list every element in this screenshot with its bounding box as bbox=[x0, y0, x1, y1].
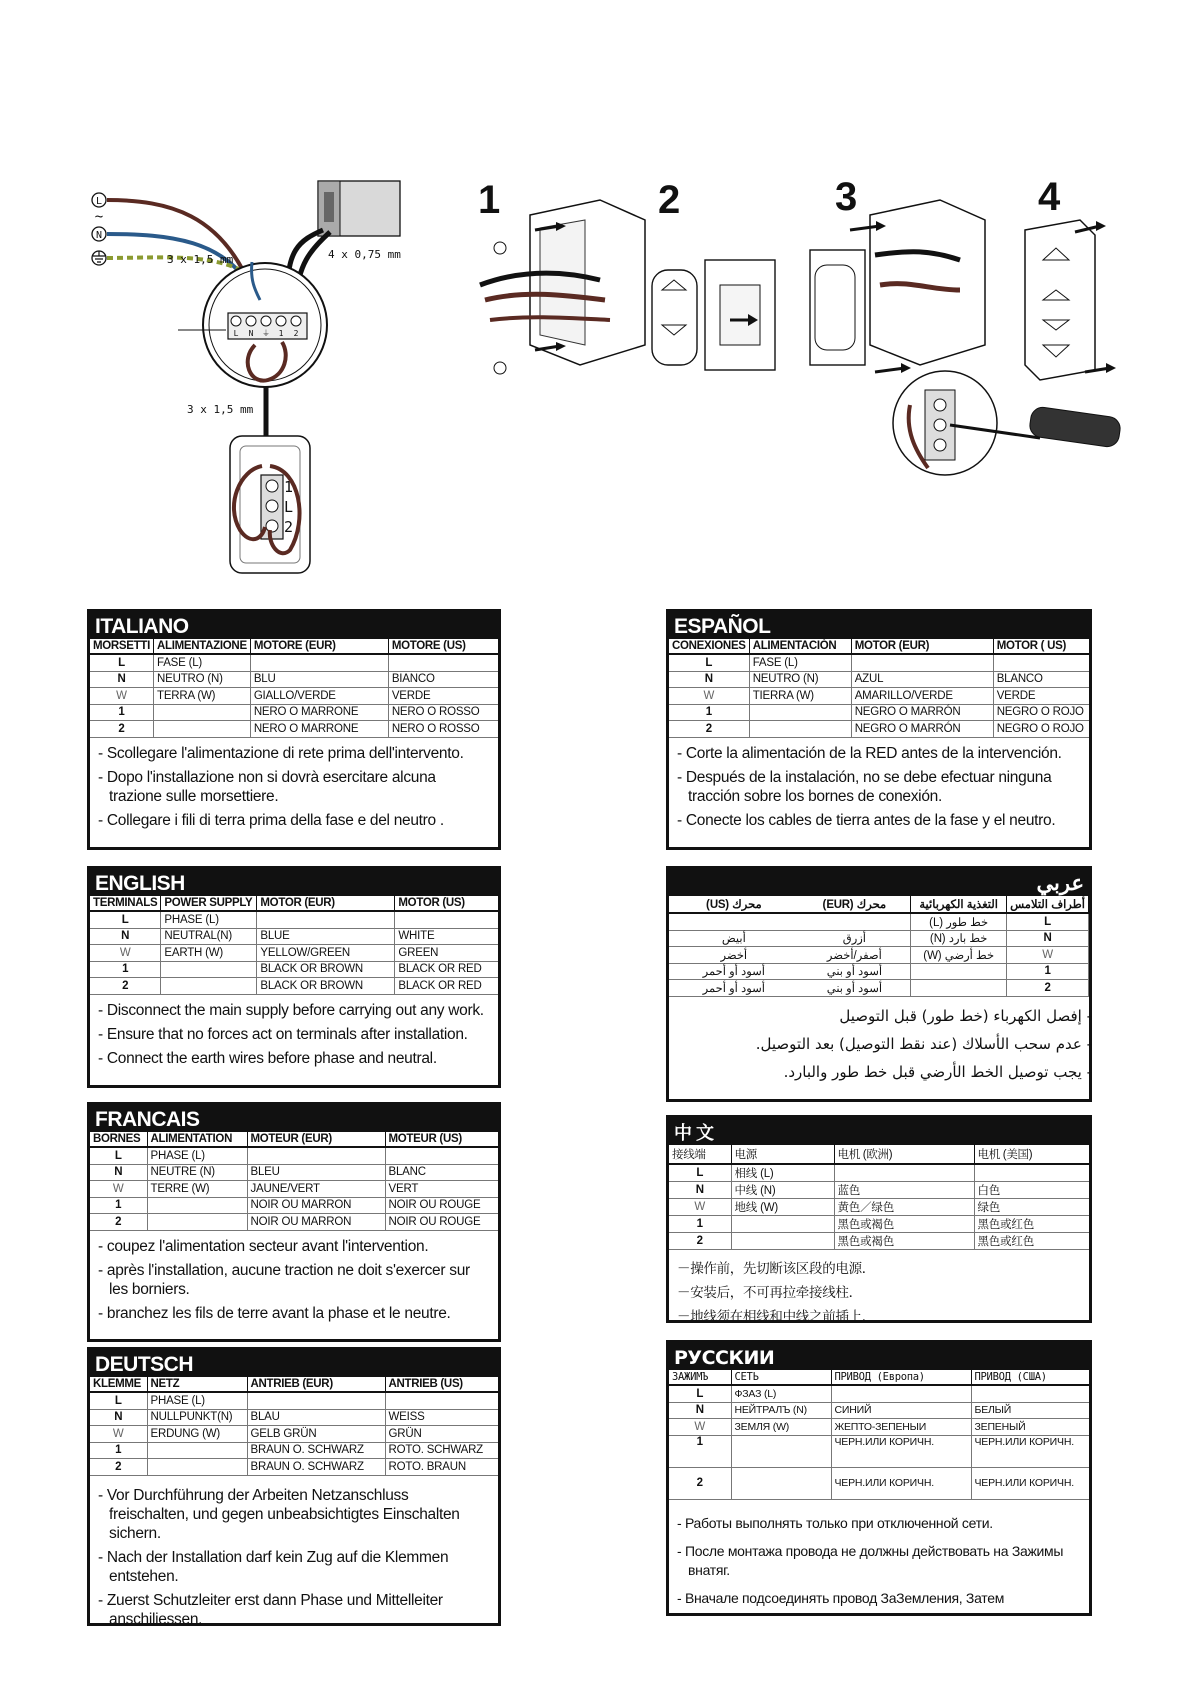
italiano-notes bbox=[90, 738, 498, 830]
table-row: N NEUTRO (N) BLU BIANCO bbox=[90, 671, 498, 688]
russian-title: РУССКИИ bbox=[669, 1343, 1089, 1370]
table-row: 1 ЧЕРН.ИЛИ КОРИЧН. ЧЕРН.ИЛИ КОРИЧН. bbox=[669, 1435, 1089, 1467]
table-row: N خط بارد (N) أزرق أبيض bbox=[669, 930, 1089, 947]
francais-notes bbox=[90, 1231, 498, 1323]
deutsch-table bbox=[90, 1377, 498, 1476]
svg-text:2: 2 bbox=[284, 518, 294, 536]
step-1-illustration bbox=[480, 200, 645, 374]
note: －操作前，先切断该区段的电源． bbox=[677, 1261, 875, 1277]
table-row: W TERRE (W) JAUNE/VERT VERT bbox=[90, 1181, 498, 1198]
italiano-title: ITALIANO bbox=[90, 612, 498, 639]
table-row: W خط أرضي (W) أصفر/أخضر أخضر bbox=[669, 947, 1089, 964]
table-row: 1 黑色或褐色 黑色或红色 bbox=[669, 1216, 1089, 1233]
note: - يجب توصيل الخط الأرضي قبل خط طور والبارد. bbox=[783, 1062, 1092, 1081]
screwdriver-icon bbox=[1028, 406, 1121, 448]
note: －地线须在相线和中线之前插上． bbox=[677, 1309, 875, 1325]
english-panel bbox=[87, 866, 501, 1088]
deutsch-title: DEUTSCH bbox=[90, 1350, 498, 1377]
table-header-row: KLEMME NETZ ANTRIEB (EUR) ANTRIEB (US) bbox=[90, 1377, 498, 1392]
svg-text:N: N bbox=[248, 329, 254, 338]
cable-spec-switch: 3 x 1,5 mm bbox=[187, 403, 254, 416]
svg-text:~: ~ bbox=[94, 209, 104, 225]
step-2-number: 2 bbox=[658, 178, 681, 222]
note: - Работы выполнять только при отключенной сети. bbox=[677, 1514, 993, 1531]
table-row: L 相线 (L) bbox=[669, 1164, 1089, 1182]
note: - Vor Durchführung der Arbeiten Netzanschluss freischalten, und gegen unbeabsichtigtes Einschalten sichern. bbox=[98, 1486, 460, 1542]
cable-spec-motor: 4 x 0,75 mm bbox=[328, 248, 401, 261]
arabic-notes bbox=[669, 997, 1092, 1082]
svg-text:2: 2 bbox=[293, 329, 299, 338]
table-header-row: MORSETTI ALIMENTAZIONE MOTORE (EUR) MOTORE (US) bbox=[90, 639, 498, 654]
table-row: 2 黑色或褐色 黑色或红色 bbox=[669, 1233, 1089, 1250]
russian-notes bbox=[669, 1500, 1089, 1608]
note: - branchez les fils de terre avant la phase et le neutre. bbox=[98, 1304, 451, 1322]
table-header-row: TERMINALS POWER SUPPLY MOTOR (EUR) MOTOR (US) bbox=[90, 896, 498, 911]
russian-table bbox=[669, 1370, 1089, 1500]
terminal-n-label: N bbox=[95, 230, 103, 241]
table-row: 2 أسود أو بني أسود أو أحمر bbox=[669, 980, 1089, 997]
table-row: W EARTH (W) YELLOW/GREEN GREEN bbox=[90, 945, 498, 962]
table-row: 1 NERO O MARRONE NERO O ROSSO bbox=[90, 704, 498, 721]
table-header-row: أطراف التلامس التغذية الكهربائية محرك (EUR) محرك (US) bbox=[669, 896, 1089, 913]
switch-box bbox=[230, 436, 310, 573]
table-row: N NULLPUNKT(N) BLAU WEISS bbox=[90, 1409, 498, 1426]
svg-text:L: L bbox=[284, 498, 294, 516]
francais-table bbox=[90, 1132, 498, 1231]
espanol-title: ESPAÑOL bbox=[669, 612, 1089, 639]
note: - Ensure that no forces act on terminals after installation. bbox=[98, 1025, 468, 1043]
note: - Scollegare l'alimentazione di rete prima dell'intervento. bbox=[98, 744, 464, 762]
table-row: 1 NOIR OU MARRON NOIR OU ROUGE bbox=[90, 1197, 498, 1214]
table-row: N NEUTRO (N) AZUL BLANCO bbox=[669, 671, 1089, 688]
table-row: 2 NERO O MARRONE NERO O ROSSO bbox=[90, 721, 498, 738]
chinese-title: 中 文 bbox=[669, 1118, 1089, 1145]
espanol-notes bbox=[669, 738, 1089, 830]
table-header-row: ЗАЖИМЪ СЕТЬ ПРИВОД (Европа) ПРИВОД (США) bbox=[669, 1370, 1089, 1385]
note: - عدم سحب الأسلاك (عند نقط التوصيل) بعد التوصيل. bbox=[755, 1034, 1092, 1053]
note: - إفصل الكهرباء (خط طور) قبل التوصيل bbox=[839, 1006, 1092, 1025]
table-row: W TERRA (W) GIALLO/VERDE VERDE bbox=[90, 688, 498, 705]
deutsch-notes bbox=[90, 1476, 498, 1629]
wiring-diagram bbox=[0, 0, 1192, 600]
table-row: 1 NEGRO O MARRÓN NEGRO O ROJO bbox=[669, 704, 1089, 721]
table-row: 2 NOIR OU MARRON NOIR OU ROUGE bbox=[90, 1214, 498, 1231]
table-row: N NEUTRE (N) BLEU BLANC bbox=[90, 1164, 498, 1181]
step-1-number: 1 bbox=[478, 178, 501, 222]
table-row: N НЕЙТРАЛЪ (N) СИНИЙ БЕЛЫЙ bbox=[669, 1402, 1089, 1419]
espanol-table bbox=[669, 639, 1089, 738]
motor bbox=[318, 181, 400, 236]
table-row: L خط طور (L) bbox=[669, 913, 1089, 930]
note: - Corte la alimentación de la RED antes de la intervención. bbox=[677, 744, 1062, 762]
russian-panel bbox=[666, 1340, 1092, 1616]
table-row: L FASE (L) bbox=[90, 654, 498, 671]
note: - Zuerst Schutzleiter erst dann Phase und Mittelleiter anschiliessen. bbox=[98, 1591, 443, 1628]
chinese-notes bbox=[669, 1250, 1089, 1327]
svg-text:⏚: ⏚ bbox=[262, 329, 270, 338]
junction-box bbox=[203, 262, 327, 387]
chinese-table bbox=[669, 1145, 1089, 1250]
english-title: ENGLISH bbox=[90, 869, 498, 896]
terminal-l-label: L bbox=[95, 196, 103, 207]
table-row: W ЗЕМЛЯ (W) ЖЕПТО-ЗЕПЕНЫИ ЗЕПЕНЫЙ bbox=[669, 1419, 1089, 1436]
chinese-panel bbox=[666, 1115, 1092, 1323]
espanol-panel bbox=[666, 609, 1092, 850]
svg-text:1: 1 bbox=[284, 478, 294, 496]
table-row: L PHASE (L) bbox=[90, 1147, 498, 1164]
table-row: L PHASE (L) bbox=[90, 911, 498, 928]
cable-spec-top: 3 x 1,5 mm bbox=[167, 253, 234, 266]
table-row: 1 BLACK OR BROWN BLACK OR RED bbox=[90, 961, 498, 978]
note: - Connect the earth wires before phase and neutral. bbox=[98, 1049, 437, 1067]
arabic-title: عربي bbox=[669, 869, 1089, 896]
note: - coupez l'alimentation secteur avant l'intervention. bbox=[98, 1237, 429, 1255]
table-row: N NEUTRAL(N) BLUE WHITE bbox=[90, 928, 498, 945]
step-3-number: 3 bbox=[835, 175, 858, 219]
table-row: L ФЗАЗ (L) bbox=[669, 1385, 1089, 1402]
table-row: W TIERRA (W) AMARILLO/VERDE VERDE bbox=[669, 688, 1089, 705]
note: - Dopo l'installazione non si dovrà esercitare alcuna trazione sulle morsettiere. bbox=[98, 768, 436, 805]
table-header-row: BORNES ALIMENTATION MOTEUR (EUR) MOTEUR (US) bbox=[90, 1132, 498, 1147]
table-row: 1 أسود أو بني أسود أو أحمر bbox=[669, 963, 1089, 980]
note: - Nach der Installation darf kein Zug auf die Klemmen entstehen. bbox=[98, 1548, 449, 1585]
francais-panel bbox=[87, 1102, 501, 1342]
english-notes bbox=[90, 995, 498, 1068]
italiano-table bbox=[90, 639, 498, 738]
table-row: 2 ЧЕРН.ИЛИ КОРИЧН. ЧЕРН.ИЛИ КОРИЧН. bbox=[669, 1467, 1089, 1499]
table-row: 2 NEGRO O MARRÓN NEGRO O ROJO bbox=[669, 721, 1089, 738]
table-row: 1 BRAUN O. SCHWARZ ROTO. SCHWARZ bbox=[90, 1442, 498, 1459]
table-row: L PHASE (L) bbox=[90, 1392, 498, 1409]
table-row: W ERDUNG (W) GELB GRÜN GRÜN bbox=[90, 1426, 498, 1443]
note: - Conecte los cables de tierra antes de la fase y el neutro. bbox=[677, 811, 1056, 829]
table-row: L FASE (L) bbox=[669, 654, 1089, 671]
svg-text:1: 1 bbox=[278, 329, 284, 338]
table-row: 2 BLACK OR BROWN BLACK OR RED bbox=[90, 978, 498, 995]
arabic-panel bbox=[666, 866, 1092, 1102]
table-header-row: 接线端 电源 电机 (欧洲) 电机 (美国) bbox=[669, 1145, 1089, 1164]
note: - Disconnect the main supply before carrying out any work. bbox=[98, 1001, 484, 1019]
note: - après l'installation, aucune traction ne doit s'exercer sur les borniers. bbox=[98, 1261, 470, 1298]
table-row: 2 BRAUN O. SCHWARZ ROTO. BRAUN bbox=[90, 1459, 498, 1476]
step-4-number: 4 bbox=[1038, 175, 1061, 219]
step-4-illustration bbox=[1025, 220, 1116, 380]
italiano-panel bbox=[87, 609, 501, 850]
note: - После монтажа провода не должны действовать на Зажимы внатяг. bbox=[677, 1542, 1064, 1578]
english-table bbox=[90, 896, 498, 995]
table-row: N 中线 (N) 蓝色 白色 bbox=[669, 1182, 1089, 1199]
svg-text:L: L bbox=[233, 329, 239, 338]
arabic-table bbox=[669, 896, 1089, 997]
step-2-illustration bbox=[652, 260, 775, 370]
francais-title: FRANCAIS bbox=[90, 1105, 498, 1132]
note: - Después de la instalación, no se debe efectuar ninguna tracción sobre los bornes de conexión. bbox=[677, 768, 1052, 805]
table-row: W 地线 (W) 黄色／绿色 绿色 bbox=[669, 1199, 1089, 1216]
note: - Collegare i fili di terra prima della fase e del neutro . bbox=[98, 811, 444, 829]
supply-terminal-symbols bbox=[92, 193, 106, 265]
deutsch-panel bbox=[87, 1347, 501, 1626]
table-header-row: CONEXIONES ALIMENTACIÓN MOTOR (EUR) MOTOR ( US) bbox=[669, 639, 1089, 654]
note: - Вначале подсоединять провод ЗаЗемления, Затем bbox=[677, 1589, 1005, 1606]
note: －安装后，不可再拉牵接线柱． bbox=[677, 1285, 862, 1301]
